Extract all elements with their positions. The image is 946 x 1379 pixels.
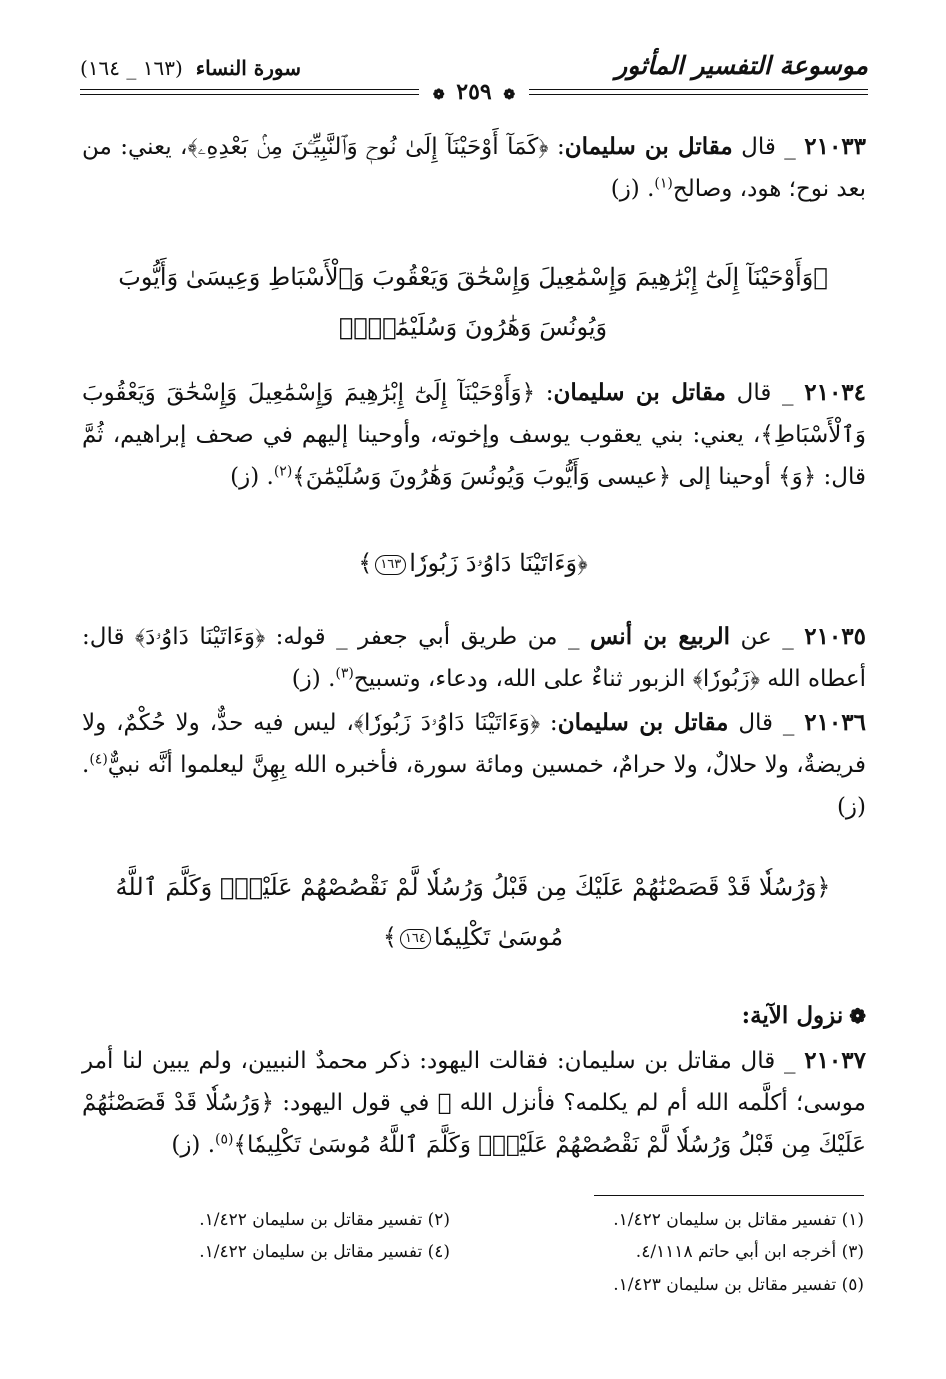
ornament-left-icon: ❁ <box>432 87 445 103</box>
narration-number: ٢١٠٣٣ <box>804 133 867 160</box>
narration-lead: _ قال <box>728 710 805 736</box>
footnote-3: (٣) أخرجه ابن أبي حاتم ٤/١١١٨. <box>635 1242 864 1262</box>
verse-text: ﴿وَرُسُلٗا قَدْ قَصَصْنَٰهُمْ عَلَيْكَ مِن قَبْلُ وَرُسُلٗا لَّمْ نَقْصُصْهُمْ عَلَيْكَۚ وَكَلَّمَ ٱللَّهُ مُوسَىٰ تَكْلِيمٗا <box>115 873 831 951</box>
footnote-separator <box>594 1195 864 1196</box>
narrator-name: مقاتل بن سليمان <box>557 709 729 736</box>
narrator-name: مقاتل بن سليمان <box>564 133 733 160</box>
surah-name: سورة النساء <box>195 56 301 80</box>
narration-21036 <box>82 702 866 828</box>
narrator-name: الربيع بن أنس <box>589 623 731 650</box>
narration-tail: . (ز) <box>171 1132 216 1158</box>
footnote-4: (٤) تفسير مقاتل بن سليمان ١/٤٢٢. <box>199 1242 450 1262</box>
page-number: ٢٥٩ <box>456 79 492 105</box>
narration-number: ٢١٠٣٤ <box>804 379 867 406</box>
narration-number: ٢١٠٣٥ <box>804 623 866 650</box>
narration-text: : ﴿وَأَوْحَيْنَآ إِلَىٰٓ إِبْرَٰهِيمَ وَإِسْمَٰعِيلَ وَإِسْحَٰقَ وَيَعْقُوبَ وَٱلْأَسْبَاطِ﴾، يعني: بني يعقوب يوسف وإخوته، وأوحينا إليهم في صحف إبراهيم، ثُمَّ قال: ﴿وَ﴾ أوحينا إلى ﴿عيسى وَأَيُّوبَ وَيُونُسَ وَهَٰرُونَ وَسُلَيْمَٰنَ﴾ <box>82 380 866 490</box>
narration-tail: . (ز) <box>230 464 274 490</box>
quran-verse-1 <box>90 252 856 352</box>
narration-number: ٢١٠٣٧ <box>804 1047 866 1074</box>
footnote-ref[interactable]: (١) <box>654 175 673 192</box>
narration-lead: _ عن <box>730 624 805 650</box>
verse-close: ﴾ <box>358 549 373 577</box>
footnote-ref[interactable]: (٤) <box>89 751 108 768</box>
section-heading <box>742 998 866 1034</box>
ayah-number-mark: ١٦٣ <box>375 555 406 575</box>
header-rule-left <box>80 89 419 95</box>
footnote-ref[interactable]: (٢) <box>273 463 293 480</box>
narration-text: : ﴿كَمَآ أَوْحَيْنَآ إِلَىٰ نُوحٖ وَٱلنَّبِيِّـۧنَ مِنۢ بَعْدِهِۦ﴾، يعني: من بعد نوح؛ هود، وصالح <box>82 134 866 202</box>
narrator-name: مقاتل بن سليمان <box>553 379 726 406</box>
narration-text: _ قال مقاتل بن سليمان: فقالت اليهود: ذكر محمدٌ النبيين، ولم يبين لنا أمر موسى؛ أكلَّمه الله أم لم يكلمه؟ فأنزل الله ﷻ في قول اليهود: ﴿وَرُسُلٗا قَدْ قَصَصْنَٰهُمْ عَلَيْكَ مِن قَبْلُ وَرُسُلٗا لَّمْ نَقْصُصْهُمْ عَلَيْكَۚ وَكَلَّمَ ٱللَّهُ مُوسَىٰ تَكْلِيمٗا﴾ <box>82 1048 866 1158</box>
ayah-number-mark: ١٦٤ <box>400 929 431 949</box>
narration-21035 <box>82 616 866 700</box>
book-title: موسوعة التفسير المأثور <box>615 51 868 80</box>
verse-close: ﴾ <box>382 923 397 951</box>
verse-text: ﴿وَأَوْحَيْنَآ إِلَىٰٓ إِبْرَٰهِيمَ وَإِسْمَٰعِيلَ وَإِسْحَٰقَ وَيَعْقُوبَ وَٱلْأَسْبَاطِ وَعِيسَىٰ وَأَيُّوبَ وَيُونُسَ وَهَٰرُونَ وَسُلَيْمَٰنَۚ﴾ <box>118 263 828 341</box>
header-rule-right <box>529 89 868 95</box>
footnote-5: (٥) تفسير مقاتل بن سليمان ١/٤٢٣. <box>613 1275 864 1295</box>
narration-number: ٢١٠٣٦ <box>804 709 866 736</box>
flower-icon: ❁ <box>849 1004 866 1028</box>
quran-verse-3 <box>90 862 856 962</box>
narration-lead: _ قال <box>732 134 805 160</box>
page-number-block <box>419 79 529 105</box>
narration-tail: . (ز) <box>610 176 655 202</box>
verse-text: ﴿وَءَاتَيْنَا دَاوُۥدَ زَبُورٗا <box>409 549 588 577</box>
narration-tail: . (ز) <box>291 666 336 692</box>
quran-verse-2 <box>90 538 856 588</box>
ornament-right-icon: ❁ <box>503 87 516 103</box>
running-header <box>80 40 868 80</box>
header-rule <box>80 80 868 104</box>
section-heading-text: نزول الآية: <box>741 1002 844 1029</box>
footnote-ref[interactable]: (٣) <box>335 665 354 682</box>
footnote-1: (١) تفسير مقاتل بن سليمان ١/٤٢٢. <box>613 1210 864 1230</box>
narration-21033 <box>82 126 866 210</box>
narration-21037 <box>82 1040 866 1166</box>
narration-text: _ من طريق أبي جعفر _ قوله: ﴿وَءَاتَيْنَا دَاوُۥدَ﴾ قال: أعطاه الله ﴿زَبُورٗا﴾ الزبور ثناءٌ على الله، ودعاء، وتسبيح <box>82 624 866 692</box>
narration-lead: _ قال <box>725 380 805 406</box>
narration-21034 <box>82 372 866 498</box>
verse-range: (١٦٣ _ ١٦٤) <box>80 56 183 80</box>
footnote-ref[interactable]: (٥) <box>215 1131 234 1148</box>
narration-text: : ﴿وَءَاتَيْنَا دَاوُۥدَ زَبُورٗا﴾، ليس فيه حدٌّ، ولا حُكْمٌ، ولا فريضةٌ، ولا حلالٌ، ولا حرامٌ، خمسين ومائة سورة، فأخبره الله بِهِنَّ ليعلموا أنَّه نبيٌّ <box>82 710 866 778</box>
surah-title <box>80 56 301 80</box>
narration-tail: . (ز) <box>82 752 866 820</box>
footnote-2: (٢) تفسير مقاتل بن سليمان ١/٤٢٢. <box>199 1210 450 1230</box>
